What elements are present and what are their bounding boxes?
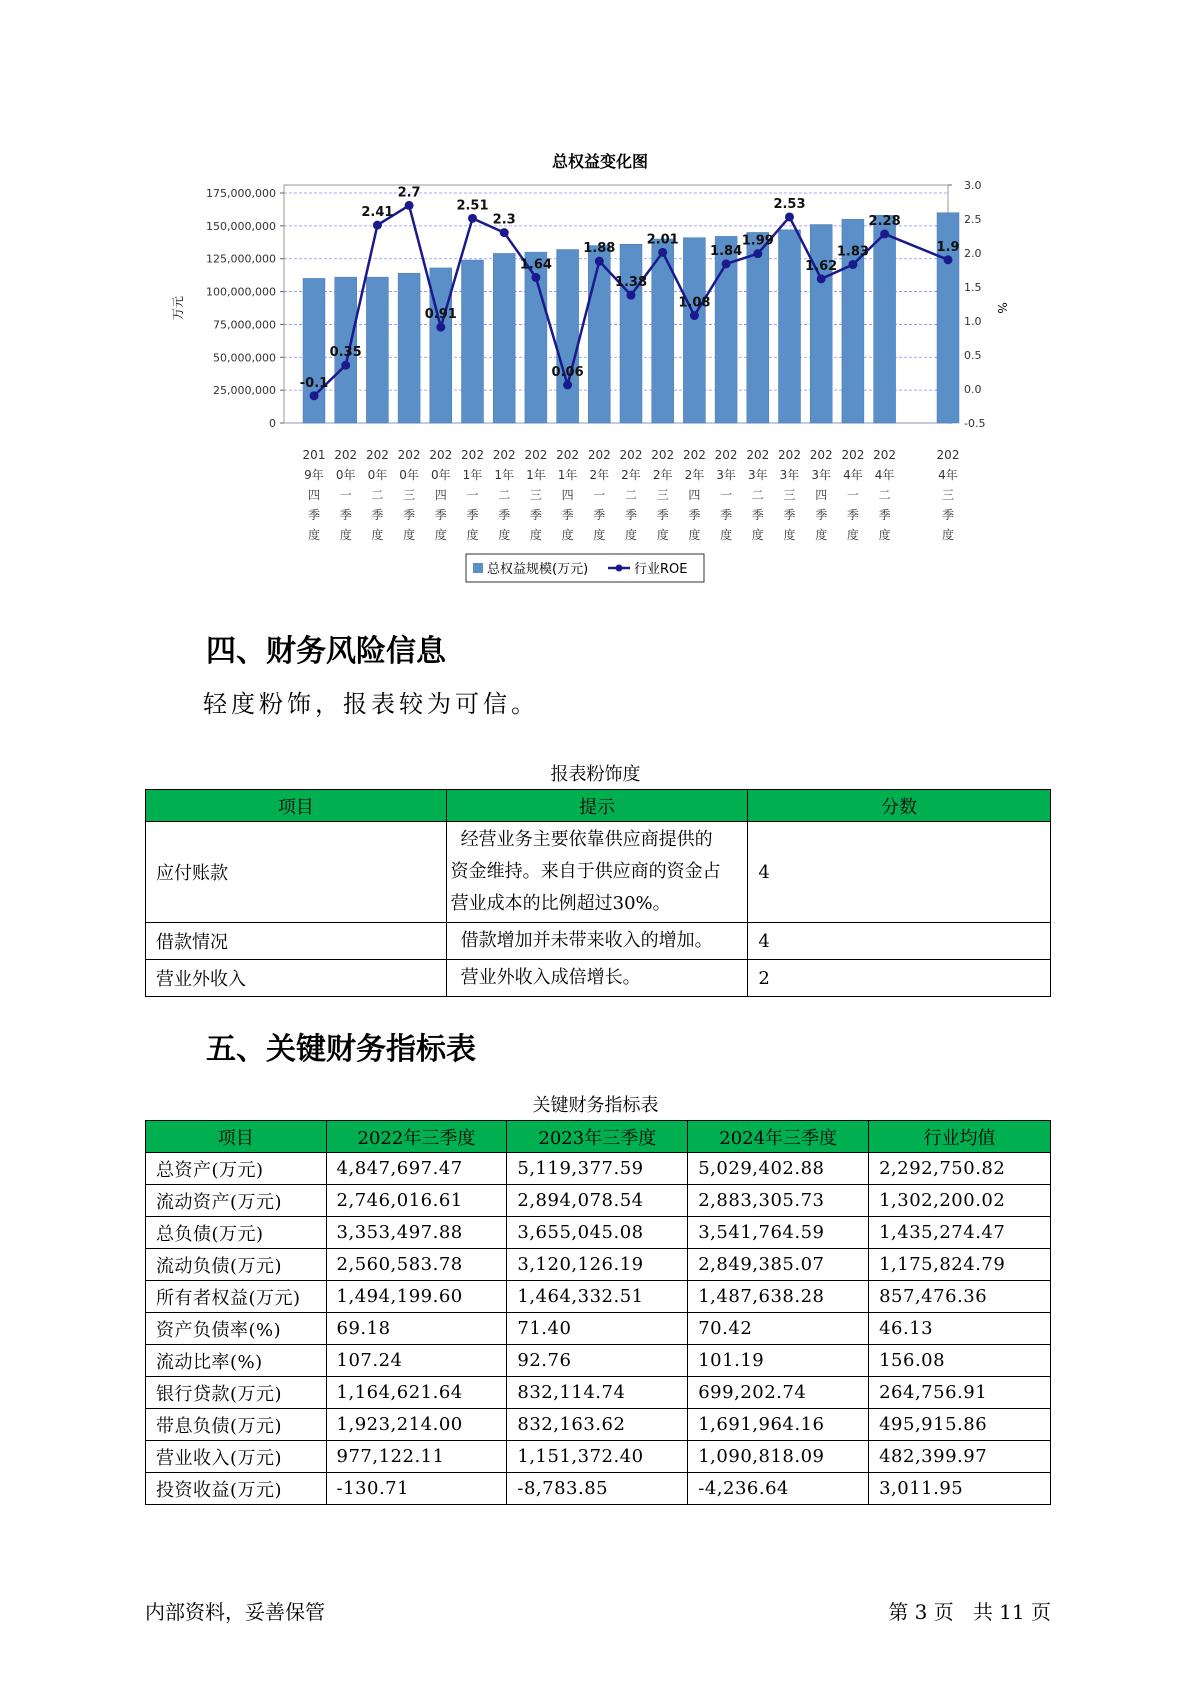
- roe-point: [468, 214, 477, 223]
- header-cell: 项目: [146, 1121, 327, 1153]
- metric-value-cell: 1,691,964.16: [688, 1409, 869, 1441]
- metric-value-cell: 1,302,200.02: [869, 1185, 1051, 1217]
- metric-value-cell: 2,894,078.54: [507, 1185, 688, 1217]
- roe-point: [595, 257, 604, 266]
- x-tick-label: 二: [624, 488, 638, 502]
- roe-data-label: 2.01: [646, 232, 679, 248]
- metric-value-cell: -130.71: [326, 1473, 507, 1505]
- risk-table-row: [146, 960, 1051, 997]
- roe-data-label: 2.53: [773, 196, 806, 212]
- right-tick-label: 2.0: [964, 247, 982, 260]
- section4-heading: 四、财务风险信息: [206, 634, 446, 669]
- metric-value-cell: 69.18: [326, 1313, 507, 1345]
- chart-legend: [466, 554, 704, 582]
- metric-value-cell: 264,756.91: [869, 1377, 1051, 1409]
- risk-item-cell: 应付账款: [146, 822, 447, 923]
- chart-title: 总权益变化图: [551, 152, 649, 171]
- fin-table-header: [146, 1121, 1051, 1153]
- roe-point: [563, 380, 572, 389]
- x-tick-label: 度: [339, 528, 352, 542]
- x-tick-label: 度: [688, 528, 701, 542]
- x-tick-label: 202: [841, 448, 865, 462]
- x-tick-label: 季: [529, 508, 542, 522]
- risk-score-cell: 4: [748, 822, 1051, 923]
- roe-point: [944, 255, 953, 264]
- x-tick-label: 度: [846, 528, 859, 542]
- risk-item-cell: 营业外收入: [146, 960, 447, 997]
- x-tick-label: 3年: [716, 468, 736, 482]
- x-tick-label: 度: [371, 528, 384, 542]
- metric-value-cell: -8,783.85: [507, 1473, 688, 1505]
- x-tick-label: 度: [815, 528, 828, 542]
- x-tick-label: 季: [846, 508, 859, 522]
- section4-summary: 轻度粉饰，报表较为可信。: [203, 690, 539, 718]
- fin-table-row: [146, 1377, 1051, 1409]
- x-tick-label: 1年: [557, 468, 578, 482]
- x-tick-label: 0年: [335, 468, 356, 482]
- x-tick-label: 季: [561, 508, 574, 522]
- x-tick-label: 一: [339, 488, 352, 502]
- total-equity-chart: [160, 140, 1020, 600]
- x-tick-label: 季: [941, 508, 955, 522]
- x-tick-label: 季: [466, 508, 479, 522]
- metric-value-cell: -4,236.64: [688, 1473, 869, 1505]
- metric-value-cell: 1,164,621.64: [326, 1377, 507, 1409]
- x-tick-label: 度: [593, 528, 606, 542]
- x-tick-label: 2年: [621, 468, 641, 482]
- x-tick-label: 202: [651, 448, 675, 462]
- x-tick-label: 3年: [747, 468, 768, 482]
- roe-data-label: -0.1: [299, 375, 329, 391]
- right-tick-label: 0.5: [964, 349, 982, 362]
- x-tick-label: 202: [873, 448, 897, 462]
- x-tick-label: 一: [720, 488, 733, 502]
- x-tick-label: 202: [809, 448, 833, 462]
- roe-data-label: 0.35: [329, 345, 362, 361]
- x-tick-label: 3年: [811, 468, 832, 482]
- roe-point: [405, 201, 414, 210]
- fin-table-row: [146, 1185, 1051, 1217]
- roe-data-label: 2.7: [397, 185, 421, 201]
- section5-heading: 五、关键财务指标表: [206, 1032, 476, 1067]
- x-tick-label: 3年: [779, 468, 800, 482]
- metric-value-cell: 2,292,750.82: [869, 1153, 1051, 1185]
- fin-table-row: [146, 1441, 1051, 1473]
- right-tick-label: -0.5: [964, 417, 986, 430]
- metric-value-cell: 2,560,583.78: [326, 1249, 507, 1281]
- roe-point: [753, 249, 762, 258]
- right-tick-label: 0.0: [964, 383, 982, 396]
- x-tick-label: 度: [878, 528, 891, 542]
- x-tick-label: 二: [498, 488, 511, 502]
- x-tick-label: 一: [593, 488, 606, 502]
- risk-table-header: [146, 790, 1051, 822]
- x-tick-label: 二: [751, 488, 764, 502]
- fin-table-row: [146, 1409, 1051, 1441]
- metric-value-cell: 5,029,402.88: [688, 1153, 869, 1185]
- x-tick-label: 202: [429, 448, 453, 462]
- x-tick-label: 季: [624, 508, 638, 522]
- x-tick-label: 季: [688, 508, 701, 522]
- metric-value-cell: 3,655,045.08: [507, 1217, 688, 1249]
- roe-point: [848, 260, 857, 269]
- x-tick-label: 度: [720, 528, 733, 542]
- metric-name-cell: 银行贷款(万元): [146, 1377, 327, 1409]
- metric-value-cell: 1,923,214.00: [326, 1409, 507, 1441]
- roe-point: [531, 273, 540, 282]
- roe-point: [817, 274, 826, 283]
- x-tick-label: 202: [587, 448, 611, 462]
- x-tick-label: 度: [498, 528, 511, 542]
- x-tick-label: 季: [371, 508, 384, 522]
- metric-value-cell: 101.19: [688, 1345, 869, 1377]
- roe-point: [436, 323, 445, 332]
- metric-name-cell: 资产负债率(%): [146, 1313, 327, 1345]
- metric-value-cell: 3,353,497.88: [326, 1217, 507, 1249]
- fin-table-row: [146, 1249, 1051, 1281]
- risk-tip-line: 借款增加并未带来收入的增加。: [460, 930, 713, 951]
- left-tick-label: 75,000,000: [213, 318, 276, 332]
- roe-data-label: 1.88: [583, 241, 616, 257]
- x-tick-label: 4年: [874, 468, 895, 482]
- left-tick-label: 125,000,000: [206, 252, 276, 266]
- equity-bar: [810, 225, 832, 423]
- header-cell: 提示: [446, 790, 748, 822]
- fin-table-row: [146, 1153, 1051, 1185]
- legend-line-marker: [616, 565, 623, 572]
- x-tick-label: 202: [682, 448, 706, 462]
- x-tick-label: 季: [307, 508, 321, 522]
- x-tick-label: 202: [334, 448, 358, 462]
- left-tick-label: 175,000,000: [206, 187, 276, 200]
- fin-table-row: [146, 1473, 1051, 1505]
- risk-table: [145, 789, 1051, 997]
- x-tick-label: 季: [498, 508, 511, 522]
- equity-bar: [874, 215, 896, 423]
- metric-value-cell: 1,494,199.60: [326, 1281, 507, 1313]
- roe-data-label: 1.64: [519, 257, 552, 273]
- x-tick-label: 202: [397, 448, 421, 462]
- x-tick-label: 202: [778, 448, 801, 462]
- x-tick-label: 度: [466, 528, 479, 542]
- roe-point: [785, 212, 794, 221]
- x-tick-label: 度: [403, 528, 416, 542]
- roe-point: [690, 311, 699, 320]
- risk-tip-line: 资金维持。来自于供应商的资金占: [450, 861, 721, 882]
- roe-point: [880, 229, 889, 238]
- risk-tip-cell: [446, 923, 748, 960]
- risk-tip-cell: [446, 822, 748, 923]
- x-tick-label: 二: [878, 488, 891, 502]
- page-number: 第 3 页 共 11 页: [888, 1600, 1051, 1624]
- x-tick-label: 三: [783, 488, 796, 502]
- left-tick-label: 50,000,000: [213, 351, 276, 365]
- roe-data-label: 1.38: [614, 275, 648, 291]
- x-tick-label: 四: [561, 488, 574, 502]
- header-cell: 分数: [748, 790, 1051, 822]
- roe-data-label: 0.06: [551, 364, 584, 380]
- metric-value-cell: 977,122.11: [326, 1441, 507, 1473]
- metric-value-cell: 71.40: [507, 1313, 688, 1345]
- equity-bar: [366, 277, 388, 423]
- left-tick-label: 25,000,000: [213, 384, 276, 398]
- roe-point: [627, 291, 636, 300]
- fin-table-caption: 关键财务指标表: [532, 1095, 659, 1116]
- metric-value-cell: 699,202.74: [688, 1377, 869, 1409]
- fin-table-row: [146, 1345, 1051, 1377]
- metric-value-cell: 2,746,016.61: [326, 1185, 507, 1217]
- roe-data-label: 0.91: [424, 307, 457, 323]
- header-cell: 项目: [146, 790, 447, 822]
- x-tick-label: 202: [524, 448, 548, 462]
- legend-bar-label: 总权益规模(万元): [487, 562, 589, 577]
- metric-value-cell: 1,435,274.47: [869, 1217, 1051, 1249]
- metric-value-cell: 46.13: [869, 1313, 1051, 1345]
- x-tick-label: 季: [783, 508, 796, 522]
- x-tick-label: 202: [461, 448, 484, 462]
- roe-data-label: 2.51: [456, 198, 489, 214]
- metric-name-cell: 所有者权益(万元): [146, 1281, 327, 1313]
- x-tick-label: 度: [624, 528, 638, 542]
- x-tick-label: 度: [783, 528, 796, 542]
- fin-table-row: [146, 1313, 1051, 1345]
- x-tick-label: 度: [307, 528, 321, 542]
- roe-point: [722, 259, 731, 268]
- x-tick-label: 三: [403, 488, 416, 502]
- equity-bar: [683, 238, 705, 423]
- metric-value-cell: 3,120,126.19: [507, 1249, 688, 1281]
- risk-table-caption: 报表粉饰度: [550, 764, 641, 785]
- risk-tip-cell: [446, 960, 748, 997]
- x-tick-label: 度: [656, 528, 669, 542]
- x-tick-label: 202: [365, 448, 389, 462]
- metric-value-cell: 156.08: [869, 1345, 1051, 1377]
- x-tick-label: 度: [561, 528, 574, 542]
- header-cell: 行业均值: [869, 1121, 1051, 1153]
- x-tick-label: 四: [815, 488, 828, 502]
- equity-bar: [747, 232, 769, 423]
- left-tick-label: 100,000,000: [206, 285, 276, 299]
- equity-bar: [779, 230, 801, 423]
- x-tick-label: 202: [714, 448, 738, 462]
- roe-data-label: 1.9: [936, 239, 960, 255]
- x-tick-label: 202: [556, 448, 580, 462]
- fin-table-row: [146, 1217, 1051, 1249]
- equity-bar: [493, 253, 515, 423]
- x-tick-label: 202: [492, 448, 516, 462]
- x-tick-label: 四: [307, 488, 321, 502]
- x-tick-label: 季: [751, 508, 764, 522]
- x-tick-label: 季: [720, 508, 733, 522]
- metric-value-cell: 2,883,305.73: [688, 1185, 869, 1217]
- key-financial-table: [145, 1120, 1051, 1505]
- metric-value-cell: 482,399.97: [869, 1441, 1051, 1473]
- equity-bar: [430, 268, 452, 423]
- right-tick-label: 1.0: [964, 315, 982, 328]
- x-tick-label: 0年: [399, 468, 419, 482]
- x-tick-label: 季: [403, 508, 416, 522]
- equity-bar: [557, 250, 579, 423]
- left-axis-label: 万元: [171, 295, 185, 321]
- metric-value-cell: 2,849,385.07: [688, 1249, 869, 1281]
- left-tick-label: 150,000,000: [206, 219, 276, 233]
- roe-point: [310, 391, 319, 400]
- x-tick-label: 二: [371, 488, 384, 502]
- right-tick-label: 1.5: [964, 281, 982, 294]
- risk-tip-line: 营业外收入成倍增长。: [460, 967, 641, 988]
- x-tick-label: 季: [434, 508, 447, 522]
- metric-value-cell: 5,119,377.59: [507, 1153, 688, 1185]
- equity-bar: [620, 244, 642, 423]
- x-tick-label: 度: [529, 528, 542, 542]
- x-tick-label: 1年: [494, 468, 515, 482]
- x-tick-label: 季: [339, 508, 352, 522]
- fin-table-row: [146, 1281, 1051, 1313]
- metric-value-cell: 3,011.95: [869, 1473, 1051, 1505]
- x-tick-label: 0年: [430, 468, 451, 482]
- metric-value-cell: 1,464,332.51: [507, 1281, 688, 1313]
- roe-data-label: 2.3: [492, 212, 516, 228]
- risk-item-cell: 借款情况: [146, 923, 447, 960]
- risk-table-row: [146, 822, 1051, 923]
- metric-value-cell: 1,151,372.40: [507, 1441, 688, 1473]
- roe-data-label: 1.08: [678, 295, 711, 311]
- x-tick-label: 一: [466, 488, 479, 502]
- x-tick-label: 201: [302, 448, 326, 462]
- metric-name-cell: 流动资产(万元): [146, 1185, 327, 1217]
- metric-value-cell: 1,090,818.09: [688, 1441, 869, 1473]
- x-tick-label: 季: [878, 508, 891, 522]
- x-tick-label: 季: [593, 508, 606, 522]
- metric-name-cell: 营业收入(万元): [146, 1441, 327, 1473]
- right-axis-label: %: [995, 302, 1009, 314]
- x-tick-label: 4年: [938, 468, 958, 482]
- x-tick-label: 三: [941, 488, 955, 502]
- metric-value-cell: 3,541,764.59: [688, 1217, 869, 1249]
- x-tick-label: 2年: [652, 468, 673, 482]
- header-cell: 2023年三季度: [507, 1121, 688, 1153]
- roe-data-label: 1.62: [805, 258, 838, 274]
- x-tick-label: 一: [846, 488, 859, 502]
- metric-value-cell: 857,476.36: [869, 1281, 1051, 1313]
- metric-value-cell: 1,487,638.28: [688, 1281, 869, 1313]
- roe-point: [341, 361, 350, 370]
- x-tick-label: 9年: [304, 468, 324, 482]
- metric-name-cell: 带息负债(万元): [146, 1409, 327, 1441]
- metric-value-cell: 495,915.86: [869, 1409, 1051, 1441]
- metric-name-cell: 总负债(万元): [146, 1217, 327, 1249]
- equity-bar: [303, 278, 325, 423]
- metric-name-cell: 流动比率(%): [146, 1345, 327, 1377]
- roe-data-label: 2.28: [868, 213, 901, 229]
- metric-value-cell: 832,114.74: [507, 1377, 688, 1409]
- risk-score-cell: 2: [748, 960, 1051, 997]
- x-tick-label: 202: [619, 448, 643, 462]
- equity-bar: [462, 260, 484, 423]
- roe-point: [373, 221, 382, 230]
- header-cell: 2022年三季度: [326, 1121, 507, 1153]
- roe-point: [500, 228, 509, 237]
- risk-tip-line: 营业成本的比例超过30%。: [450, 893, 671, 914]
- risk-score-cell: 4: [748, 923, 1051, 960]
- metric-value-cell: 832,163.62: [507, 1409, 688, 1441]
- legend-line-label: 行业ROE: [634, 562, 688, 577]
- metric-value-cell: 107.24: [326, 1345, 507, 1377]
- roe-data-label: 1.99: [741, 233, 774, 249]
- equity-bar: [398, 273, 420, 423]
- risk-table-row: [146, 923, 1051, 960]
- x-tick-label: 四: [688, 488, 701, 502]
- footer-note: 内部资料，妥善保管: [145, 1600, 325, 1624]
- x-tick-label: 四: [434, 488, 447, 502]
- roe-point: [658, 248, 667, 257]
- metric-value-cell: 4,847,697.47: [326, 1153, 507, 1185]
- metric-name-cell: 流动负债(万元): [146, 1249, 327, 1281]
- x-tick-label: 季: [815, 508, 828, 522]
- header-cell: 2024年三季度: [688, 1121, 869, 1153]
- x-tick-label: 度: [941, 528, 955, 542]
- x-tick-label: 1年: [526, 468, 546, 482]
- x-tick-label: 三: [529, 488, 542, 502]
- legend-bar-swatch: [473, 563, 483, 573]
- metric-name-cell: 总资产(万元): [146, 1153, 327, 1185]
- x-tick-label: 202: [746, 448, 770, 462]
- equity-bar: [588, 246, 610, 423]
- x-tick-label: 0年: [367, 468, 388, 482]
- x-tick-label: 1年: [462, 468, 483, 482]
- x-tick-label: 2年: [589, 468, 610, 482]
- x-tick-label: 202: [936, 448, 960, 462]
- metric-value-cell: 1,175,824.79: [869, 1249, 1051, 1281]
- right-tick-label: 2.5: [964, 213, 982, 226]
- roe-data-label: 1.83: [836, 244, 869, 260]
- x-tick-label: 2年: [684, 468, 705, 482]
- metric-value-cell: 70.42: [688, 1313, 869, 1345]
- x-tick-label: 度: [434, 528, 447, 542]
- metric-name-cell: 投资收益(万元): [146, 1473, 327, 1505]
- x-tick-label: 季: [656, 508, 669, 522]
- metric-value-cell: 92.76: [507, 1345, 688, 1377]
- roe-data-label: 2.41: [361, 205, 394, 221]
- risk-tip-line: 经营业务主要依靠供应商提供的: [460, 829, 713, 850]
- x-tick-label: 4年: [843, 468, 863, 482]
- x-tick-label: 三: [656, 488, 669, 502]
- x-tick-label: 度: [751, 528, 764, 542]
- right-tick-label: 3.0: [964, 179, 982, 192]
- roe-data-label: 1.84: [710, 243, 743, 259]
- left-tick-label: 0: [269, 417, 276, 430]
